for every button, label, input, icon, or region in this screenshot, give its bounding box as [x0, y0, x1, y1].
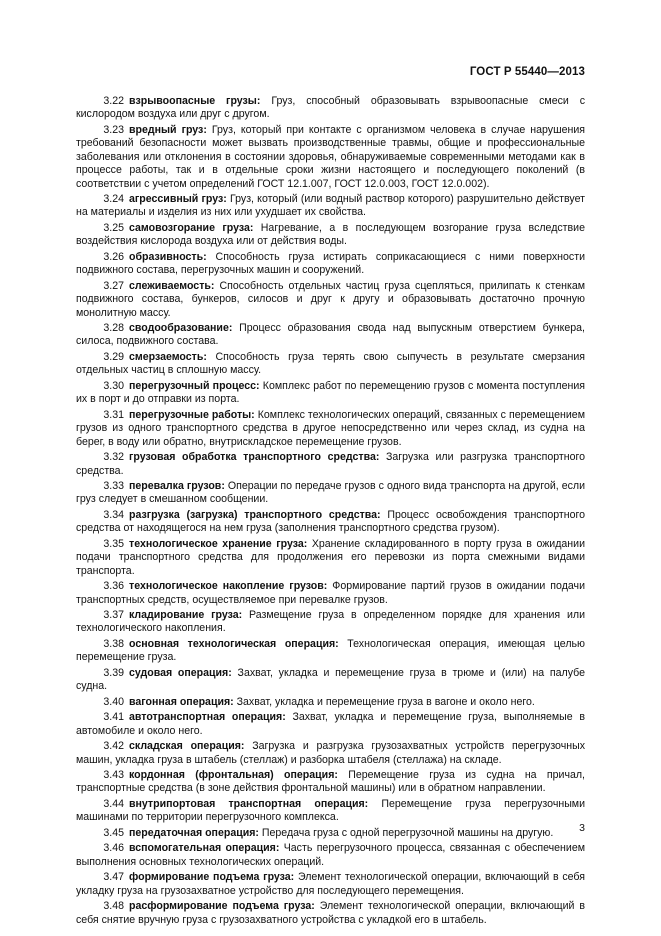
definition-entry [76, 380, 585, 407]
definition-entry [76, 798, 585, 825]
definition-entry [76, 842, 585, 869]
clause-number: 3.35 [103, 537, 124, 550]
clause-number: 3.25 [103, 221, 124, 234]
term: сводообразование: [129, 322, 233, 335]
definition-entry [76, 124, 585, 191]
definition-text: Способность отдельных частиц груза сцепляться, прилипать к стенкам подвижного состава, бункеров, силосов и друг к другу и образовывать достаточно прочную монолитную массу. [76, 279, 585, 319]
definition-entry [76, 280, 585, 320]
clause-number: 3.37 [103, 609, 124, 622]
term: слеживаемость: [129, 279, 215, 292]
clause-number: 3.36 [103, 580, 124, 593]
definition-entry [76, 509, 585, 536]
definition-text: Размещение груза в определенном порядке для хранения или технологического накопления. [76, 609, 585, 635]
clause-number: 3.38 [103, 637, 124, 650]
definition-text: Элемент технологической операции, включающий в себя снятие вручную груза с грузозахватного устройства с укладкой его в штабель. [76, 900, 585, 926]
definition-text: Хранение складированного в порту груза в ожидании подачи транспортного средства для продолжения его перевозки из порта смежными видами транспорта. [76, 537, 585, 577]
term: перегрузочные работы: [129, 408, 255, 421]
definition-entry [76, 409, 585, 449]
clause-number: 3.22 [103, 95, 124, 107]
definition-text: Передача груза с одной перегрузочной машины на другую. [261, 826, 554, 839]
definition-text: Захват, укладка и перемещение груза в вагоне и около него. [236, 695, 535, 708]
definition-text: Комплекс технологических операций, связанных с перемещением грузов из одного транспортного средства в другое непосредственно или через склад, из судна на берег, в воду или обратно, внутрискладское перемещение грузов. [76, 408, 585, 448]
definition-text: Загрузка и разгрузка грузозахватных устройств перегрузочных машин, укладка груза в штабель (стеллаж) и разборка штабеля (стеллажа) на складе. [76, 740, 585, 766]
definition-text: Перемещение груза из судна на причал, транспортные средства (в зоне действия фронтальной машины) или в обратном направлении. [76, 769, 585, 795]
clause-number: 3.39 [103, 666, 124, 679]
definition-entry [76, 580, 585, 607]
term: кордонная (фронтальная) операция: [129, 769, 338, 782]
clause-number: 3.33 [103, 480, 124, 492]
clause-number: 3.44 [103, 797, 124, 810]
term: основная технологическая операция: [129, 637, 339, 650]
term: самовозгорание груза: [129, 221, 254, 234]
definition-text: Перемещение груза перегрузочными машинами по территории перегрузочного комплекса. [76, 797, 586, 824]
definition-entry [76, 95, 585, 122]
term: складская операция: [129, 740, 245, 753]
term: технологическое накопление грузов: [129, 580, 328, 593]
definition-text: Груз, который при контакте с организмом человека в случае нарушения требований безопасности может вызвать производственные травмы, общие и профессиональные заболевания или отклонения в состоянии здоровья, обнаруживаемые современными методами как в процессе работы, так и в отдельные сроки жизни настоящего и последующего поколений (в соответствии с учетом определений ГОСТ 12.1.007, ГОСТ 12.0.003, ГОСТ 12.0.002). [76, 123, 585, 190]
clause-number: 3.34 [103, 508, 124, 521]
clause-number: 3.48 [103, 900, 124, 913]
definitions-list [76, 95, 585, 929]
definition-entry [76, 667, 585, 694]
definition-text: Захват, укладка и перемещение груза в трюме и (или) на палубе судна. [76, 666, 585, 693]
definition-entry [76, 638, 585, 665]
definition-text: Способность груза истирать соприкасающиеся с ними поверхности подвижного состава, перегрузочных машин и сооружений. [76, 250, 585, 277]
term: автотранспортная операция: [129, 711, 286, 724]
definition-entry [76, 351, 585, 378]
page-number: 3 [579, 822, 585, 834]
term: расформирование подъема груза: [129, 900, 315, 913]
clause-number: 3.43 [103, 769, 124, 782]
definition-entry [76, 222, 585, 249]
definition-text: Операции по передаче грузов с одного вида транспорта на другой, если груз следует в смешанном сообщении. [76, 480, 585, 506]
term: образивность: [129, 250, 207, 263]
definition-text: Формирование партий грузов в ожидании подачи транспортных средств, осуществляемое при перевалке грузов. [76, 580, 585, 606]
term: судовая операция: [129, 666, 232, 679]
clause-number: 3.27 [103, 279, 124, 292]
definition-entry [76, 769, 585, 796]
definition-entry [76, 480, 585, 507]
term: перегрузочный процесс: [129, 379, 260, 392]
term: вспомогательная операция: [129, 842, 280, 855]
term: передаточная операция: [129, 826, 259, 839]
clause-number: 3.23 [103, 123, 124, 136]
definition-entry [76, 193, 585, 220]
term: вагонная операция: [129, 695, 234, 708]
definition-text: Часть перегрузочного процесса, связанная с обеспечением выполнения основных технологических операций. [76, 842, 585, 868]
definition-text: Процесс освобождения транспортного средства от находящегося на нем груза (заполнения транспортного средства грузом). [76, 508, 585, 535]
clause-number: 3.26 [103, 250, 124, 263]
definition-entry [76, 711, 585, 738]
term: разгрузка (загрузка) транспортного средства: [129, 508, 381, 521]
definition-text: Загрузка или разгрузка транспортного средства. [76, 451, 586, 477]
clause-number: 3.46 [103, 842, 124, 855]
term: технологическое хранение груза: [129, 537, 308, 550]
clause-number: 3.42 [103, 740, 124, 753]
term: взрывоопасные грузы: [129, 95, 261, 107]
term: формирование подъема груза: [129, 871, 295, 884]
term: агрессивный груз: [129, 193, 227, 206]
clause-number: 3.28 [103, 322, 124, 335]
term: кладирование груза: [129, 609, 243, 622]
definition-text: Нагревание, а в последующем возгорание груза вследствие воздействия кислорода воздуха или от действия воды. [76, 221, 585, 248]
definition-text: Элемент технологической операции, включающий в себя укладку груза на грузозахватное устройство для последующего перемещения. [76, 871, 585, 897]
definition-entry [76, 538, 585, 578]
clause-number: 3.40 [103, 695, 124, 708]
definition-entry [76, 740, 585, 767]
clause-number: 3.29 [103, 350, 124, 363]
definition-entry [76, 827, 585, 840]
clause-number: 3.24 [103, 193, 124, 206]
definition-text: Технологическая операция, имеющая целью перемещение груза. [76, 637, 585, 664]
term: смерзаемость: [129, 350, 207, 363]
definition-text: Груз, который (или водный раствор которого) разрушительно действует на материалы и изделия из них или ухудшает их свойства. [76, 193, 585, 219]
definition-entry [76, 451, 585, 478]
definition-entry [76, 251, 585, 278]
definition-entry [76, 900, 585, 927]
clause-number: 3.45 [103, 826, 124, 839]
clause-number: 3.32 [103, 451, 124, 464]
definition-entry [76, 609, 585, 636]
clause-number: 3.30 [103, 379, 124, 392]
definition-entry [76, 871, 585, 898]
definition-text: Способность груза терять свою сыпучесть в результате смерзания отдельных частиц в сплошную массу. [76, 350, 585, 377]
clause-number: 3.31 [103, 408, 124, 421]
definition-entry [76, 696, 585, 709]
clause-number: 3.47 [103, 871, 124, 884]
definition-entry [76, 322, 585, 349]
term: внутрипортовая транспортная операция: [129, 797, 369, 810]
definition-text: Процесс образования свода над выпускным отверстием бункера, силоса, подвижного состава. [76, 322, 585, 348]
standard-code-header: ГОСТ Р 55440—2013 [469, 66, 585, 78]
clause-number: 3.41 [103, 711, 124, 724]
definition-text: Груз, способный образовывать взрывоопасные смеси с кислородом воздуха или друг с другом. [76, 95, 586, 121]
term: перевалка грузов: [129, 480, 225, 492]
term: грузовая обработка транспортного средства: [129, 451, 380, 464]
definition-text: Захват, укладка и перемещение груза, выполняемые в автомобиле и около него. [76, 711, 585, 737]
term: вредный груз: [129, 123, 207, 136]
definition-text: Комплекс работ по перемещению грузов с момента поступления их в порт и до отправки из порта. [76, 379, 585, 406]
